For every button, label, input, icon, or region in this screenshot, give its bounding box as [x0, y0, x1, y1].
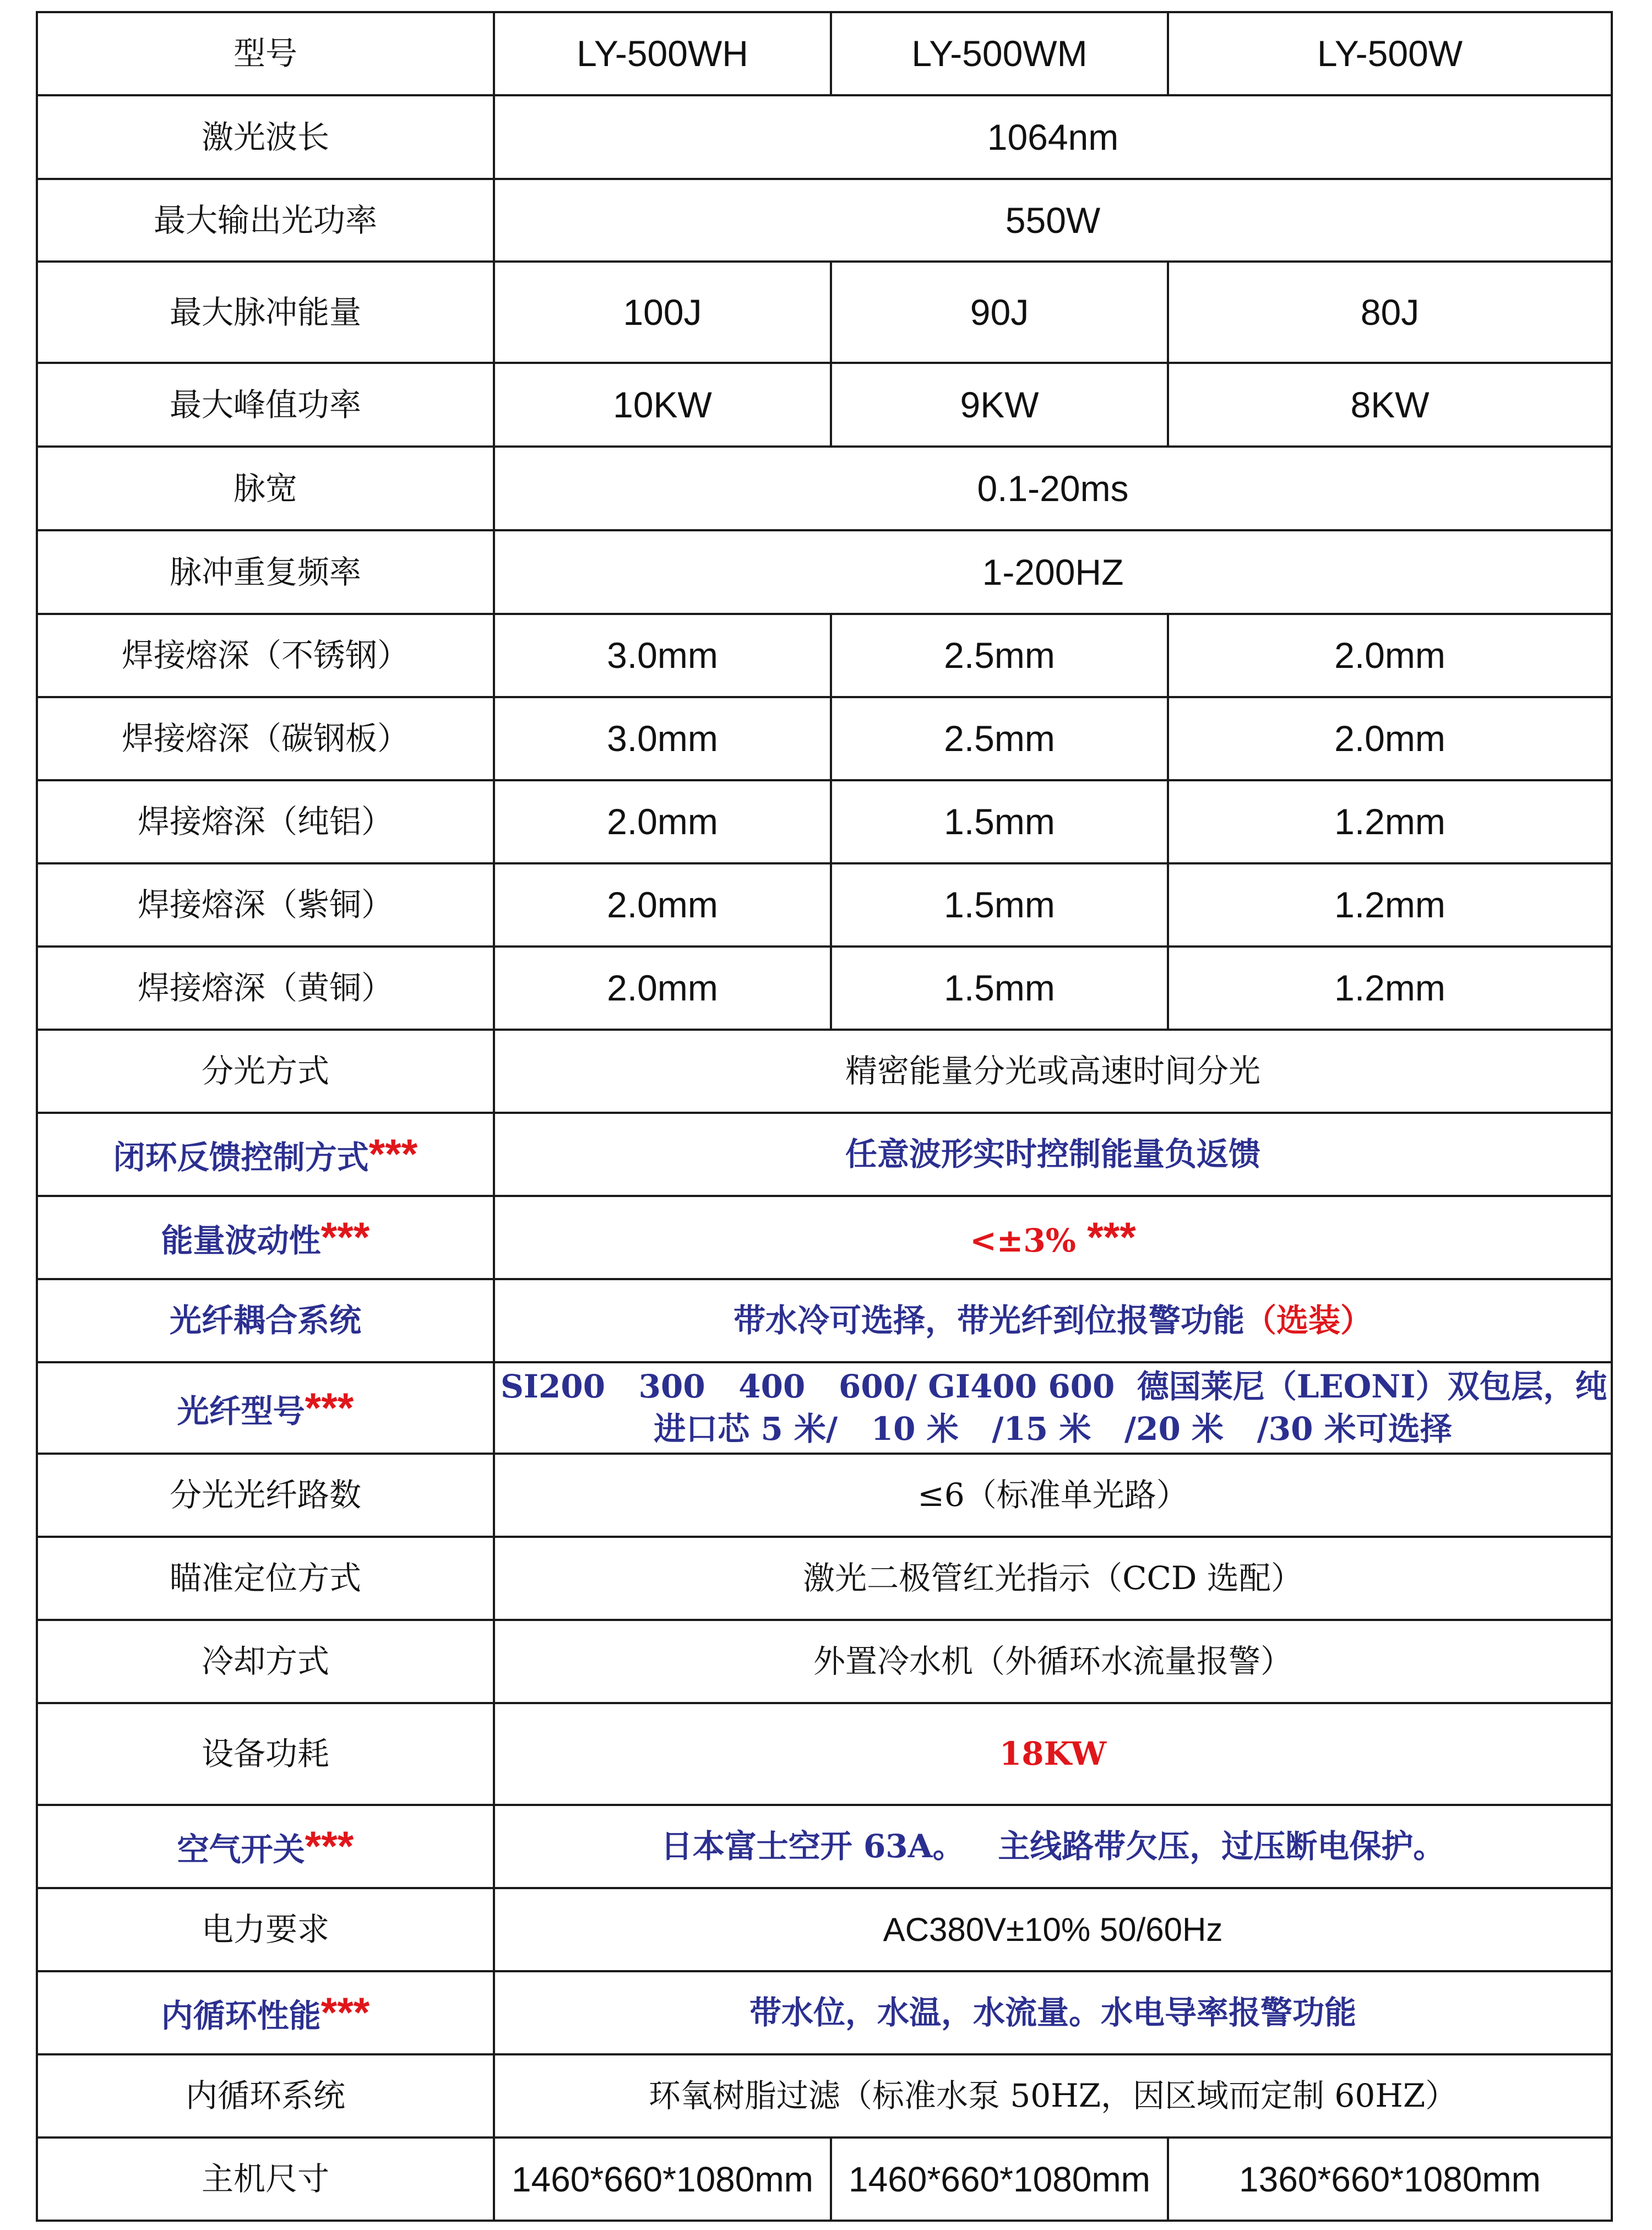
cell-value: 100J — [494, 262, 831, 363]
row-depth-stainless — [37, 614, 1612, 697]
row-power-requirement — [37, 1888, 1612, 1971]
cell-value: 10KW — [494, 363, 831, 447]
row-coupling — [37, 1279, 1612, 1362]
model-ly-500w: LY-500W — [1168, 12, 1612, 95]
row-label: 最大脉冲能量 — [37, 262, 494, 363]
cell-value: 1460*660*1080mm — [831, 2137, 1168, 2221]
value-text: 带水冷可选择，带光纤到位报警功能 — [733, 1302, 1245, 1340]
row-label: 激光波长 — [37, 95, 494, 179]
row-label — [37, 1113, 494, 1196]
label-text: 闭环反馈控制方式 — [113, 1139, 369, 1176]
row-value: 18KW — [494, 1703, 1612, 1805]
cell-value: 3.0mm — [494, 614, 831, 697]
star-marker: *** — [305, 1384, 354, 1432]
cell-value: 8KW — [1168, 363, 1612, 447]
row-value: 550W — [494, 179, 1612, 262]
row-value: 带水位，水温，水流量。水电导率报警功能 — [494, 1971, 1612, 2054]
row-label: 最大输出光功率 — [37, 179, 494, 262]
row-depth-copper — [37, 863, 1612, 947]
row-label: 脉冲重复频率 — [37, 530, 494, 614]
value-line-2: 进口芯 5 米/ 10 米 /15 米 /20 米 /30 米可选择 — [654, 1410, 1452, 1448]
star-marker: *** — [320, 1989, 370, 2036]
row-fluctuation — [37, 1196, 1612, 1279]
row-label: 脉宽 — [37, 447, 494, 530]
row-depth-carbon — [37, 697, 1612, 780]
cell-value: 2.0mm — [1168, 614, 1612, 697]
star-marker: *** — [1087, 1214, 1136, 1261]
cell-value: 2.0mm — [494, 863, 831, 947]
row-label: 焊接熔深（碳钢板） — [37, 697, 494, 780]
cell-value: 9KW — [831, 363, 1168, 447]
model-ly-500wm: LY-500WM — [831, 12, 1168, 95]
row-value: 外置冷水机（外循环水流量报警） — [494, 1620, 1612, 1703]
label-text: 空气开关 — [177, 1831, 305, 1868]
row-value: 任意波形实时控制能量负返馈 — [494, 1113, 1612, 1196]
row-label — [37, 1805, 494, 1888]
row-label: 焊接熔深（黄铜） — [37, 947, 494, 1030]
row-value: 1-200HZ — [494, 530, 1612, 614]
row-label — [37, 1971, 494, 2054]
value-line-1: SI200 300 400 600/ GI400 600 德国莱尼（LEONI）双包层，纯 — [501, 1368, 1607, 1406]
cell-value: 2.5mm — [831, 614, 1168, 697]
row-label: 焊接熔深（纯铝） — [37, 780, 494, 863]
row-rep-rate — [37, 530, 1612, 614]
optional-note: （选装） — [1245, 1302, 1373, 1340]
row-value — [494, 1279, 1612, 1362]
row-pulse-width — [37, 447, 1612, 530]
row-label: 冷却方式 — [37, 1620, 494, 1703]
row-label: 主机尺寸 — [37, 2137, 494, 2221]
row-dimensions — [37, 2137, 1612, 2221]
row-value: 日本富士空开 63A。 主线路带欠压，过压断电保护。 — [494, 1805, 1612, 1888]
spec-table — [36, 11, 1613, 2222]
row-value: 精密能量分光或高速时间分光 — [494, 1030, 1612, 1113]
label-text: 能量波动性 — [161, 1222, 321, 1259]
row-aiming — [37, 1537, 1612, 1620]
row-value: 1064nm — [494, 95, 1612, 179]
row-feedback — [37, 1113, 1612, 1196]
cell-value: 1.2mm — [1168, 780, 1612, 863]
row-label: 设备功耗 — [37, 1703, 494, 1805]
cell-value: 2.5mm — [831, 697, 1168, 780]
cell-value: 2.0mm — [494, 947, 831, 1030]
row-depth-aluminum — [37, 780, 1612, 863]
cell-value: 80J — [1168, 262, 1612, 363]
row-pulse-energy — [37, 262, 1612, 363]
row-label: 焊接熔深（紫铜） — [37, 863, 494, 947]
row-model — [37, 12, 1612, 95]
row-value — [494, 1362, 1612, 1454]
row-value: 环氧树脂过滤（标准水泵 50HZ，因区域而定制 60HZ） — [494, 2054, 1612, 2137]
cell-value: 1.5mm — [831, 780, 1168, 863]
row-power-consumption — [37, 1703, 1612, 1805]
cell-value: 1460*660*1080mm — [494, 2137, 831, 2221]
row-label: 光纤耦合系统 — [37, 1279, 494, 1362]
model-ly-500wh: LY-500WH — [494, 12, 831, 95]
row-value: 0.1-20ms — [494, 447, 1612, 530]
row-depth-brass — [37, 947, 1612, 1030]
row-value: 激光二极管红光指示（CCD 选配） — [494, 1537, 1612, 1620]
cell-value: 1.2mm — [1168, 947, 1612, 1030]
cell-value: 1360*660*1080mm — [1168, 2137, 1612, 2221]
row-value: ≤6（标准单光路） — [494, 1454, 1612, 1537]
row-split-mode — [37, 1030, 1612, 1113]
row-label: 焊接熔深（不锈钢） — [37, 614, 494, 697]
cell-value: 1.2mm — [1168, 863, 1612, 947]
star-marker: *** — [368, 1131, 418, 1178]
row-label: 内循环系统 — [37, 2054, 494, 2137]
row-value: AC380V±10% 50/60Hz — [494, 1888, 1612, 1971]
label-text: 内循环性能 — [161, 1997, 321, 2035]
cell-value: 3.0mm — [494, 697, 831, 780]
cell-value: 2.0mm — [494, 780, 831, 863]
row-cooling — [37, 1620, 1612, 1703]
cell-value: 2.0mm — [1168, 697, 1612, 780]
row-label: 型号 — [37, 12, 494, 95]
row-label: 分光方式 — [37, 1030, 494, 1113]
row-label — [37, 1196, 494, 1279]
row-breaker — [37, 1805, 1612, 1888]
star-marker: *** — [320, 1214, 370, 1261]
row-label: 分光光纤路数 — [37, 1454, 494, 1537]
row-circulation-system — [37, 2054, 1612, 2137]
row-peak-power — [37, 363, 1612, 447]
row-label — [37, 1362, 494, 1454]
row-label: 电力要求 — [37, 1888, 494, 1971]
cell-value: 1.5mm — [831, 947, 1168, 1030]
label-text: 光纤型号 — [177, 1392, 305, 1430]
value-text: <±3% — [970, 1222, 1076, 1259]
row-circulation — [37, 1971, 1612, 2054]
star-marker: *** — [305, 1823, 354, 1870]
row-label: 最大峰值功率 — [37, 363, 494, 447]
row-label: 瞄准定位方式 — [37, 1537, 494, 1620]
row-max-output — [37, 179, 1612, 262]
row-wavelength — [37, 95, 1612, 179]
cell-value: 1.5mm — [831, 863, 1168, 947]
row-fiber-model — [37, 1362, 1612, 1454]
row-value — [494, 1196, 1612, 1279]
row-fiber-paths — [37, 1454, 1612, 1537]
cell-value: 90J — [831, 262, 1168, 363]
